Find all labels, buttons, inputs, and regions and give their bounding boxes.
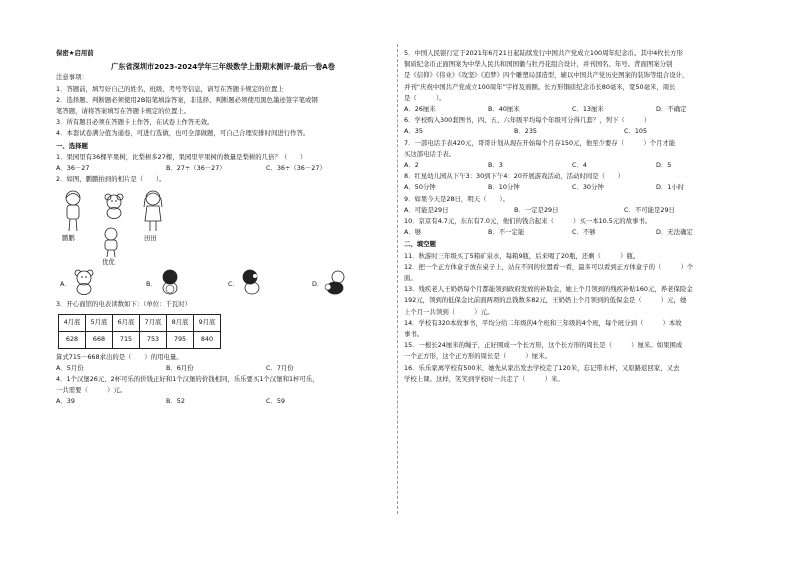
q9-option-a: A．可能是29日 xyxy=(404,205,449,214)
q1-option-c: C．36÷（36－27） xyxy=(266,164,326,173)
q8-option-c: C．30分钟 xyxy=(572,183,604,192)
q2-option-a: A． xyxy=(60,280,71,289)
table-cell: 753 xyxy=(140,331,167,348)
electricity-meter-table xyxy=(58,314,221,349)
table-header-cell: 9月底 xyxy=(194,314,221,331)
question-5-options xyxy=(404,104,746,115)
label-youyou: 优优 xyxy=(102,258,115,267)
question-3: 3．开心面馆的电表读数如下：（单位：千瓦时） xyxy=(56,300,192,309)
table-header-cell: 5月底 xyxy=(86,314,113,331)
q6-option-c: C．105 xyxy=(624,127,648,136)
q5-option-c: C．13厘米 xyxy=(572,105,604,114)
child-youyou-figure xyxy=(96,227,126,257)
q8-option-d: D．1小时 xyxy=(656,183,685,192)
table-cell: 628 xyxy=(59,331,86,348)
question-13-line3: 上个月一共领到（ ）元。 xyxy=(404,307,494,316)
table-cell: 795 xyxy=(167,331,194,348)
q8-option-a: A．50分钟 xyxy=(404,183,436,192)
bear-front-view-icon xyxy=(72,269,96,295)
left-column xyxy=(56,48,390,408)
q10-option-c: C．不够 xyxy=(572,228,596,237)
question-7-line2: 买这部电话手表。 xyxy=(404,149,456,158)
question-7-line1: 7．一部电话手表420元，哥哥计划从现在开始每个月存150元，他至少要存（ ）个月才能 xyxy=(404,138,676,147)
question-15-line2: 一个正方形，这个正方形的周长是（ ）厘米。 xyxy=(404,352,551,361)
question-13-line2: 192元，领到的低保金比前面两项的总钱数多82元，王奶奶上个月领到的低保金是（ ）元，她 xyxy=(404,296,687,305)
question-3-tail: 算式715－668求出的是（ ）的用电量。 xyxy=(56,352,183,361)
right-column xyxy=(404,48,746,385)
note-2: 2．选择题、判断题必须使用2B铅笔填涂答案，非选择、判断题必须使用黑色墨迹签字笔或钢 xyxy=(56,95,318,104)
child-pengpeng-figure xyxy=(60,189,86,233)
q2-option-b: B． xyxy=(146,280,157,289)
question-11: 11．秋游时三年级买了5箱矿泉水，每箱9瓶，后来喝了20瓶，还剩（ ）瓶。 xyxy=(404,251,640,260)
question-10: 10．京京有4.7元，东东有7.0元，他们的钱合起来（ ）买一本10.5元的故事书。 xyxy=(404,217,652,226)
question-2: 2．如图，鹏鹏拍到的相片是（ ）。 xyxy=(56,175,166,184)
q2-option-c: C． xyxy=(228,280,239,289)
child-tiantian-figure xyxy=(140,189,166,233)
table-header-cell: 6月底 xyxy=(113,314,140,331)
question-12-line1: 12．把一个正方体盒子放在桌子上，站在不同的位置看一看，最多可以看到正方体盒子的（ ）个 xyxy=(404,262,694,271)
q8-option-b: B．10分钟 xyxy=(488,183,520,192)
q2-option-d: D． xyxy=(312,280,324,289)
question-3-options xyxy=(56,363,390,374)
question-15-line1: 15．一根长24厘米的绳子，正好围成一个长方形，这个长方形的周长是（ ）厘米。如果围成 xyxy=(404,341,683,350)
teddy-bear-figure xyxy=(102,193,126,219)
q1-option-a: A．36－27 xyxy=(56,164,90,173)
q10-option-a: A．够 xyxy=(404,228,422,237)
question-9-options xyxy=(404,205,746,216)
table-header-cell: 4月底 xyxy=(59,314,86,331)
question-16-line2: 学校上课。这样，笑笑到学校时一共走了（ ）米。 xyxy=(404,374,564,383)
question-1-options xyxy=(56,163,390,174)
label-tiantian: 田田 xyxy=(144,234,157,243)
bear-side-view-alt-icon xyxy=(322,269,348,295)
question-6: 6．学校购入300套图书，四、五、六年级平均每个年级可分得几套？，列下（ ） xyxy=(404,116,651,125)
note-1: 1．答题前，填写好自己的姓名、班级、考号等信息，请写在答题卡规定的位置上 xyxy=(56,84,284,93)
question-2-options xyxy=(56,269,390,299)
question-5-line1: 5．中国人民银行定于2021年6月21日起陆续发行中国共产党成立100周年纪念币。其中4枚长方形 xyxy=(404,49,683,57)
bear-back-view-icon xyxy=(158,269,182,295)
table-cell: 715 xyxy=(113,331,140,348)
table-cell: 668 xyxy=(86,331,113,348)
question-10-options xyxy=(404,227,746,238)
section-fill-heading: 二、填空题 xyxy=(404,240,436,249)
bear-side-view-icon xyxy=(240,269,264,295)
q5-option-b: B．40厘米 xyxy=(488,105,520,114)
question-4-line2: 一共需要（ ）元。 xyxy=(56,386,127,395)
note-3: 3．所有题目必须在答题卡上作答，在试卷上作答无效。 xyxy=(56,118,214,127)
q7-option-c: C．4 xyxy=(572,161,587,170)
q7-option-a: A．2 xyxy=(404,161,419,170)
table-header-cell: 7月底 xyxy=(140,314,167,331)
table-cell: 840 xyxy=(194,331,221,348)
question-5-line4: 并刊“庆祝中国共产党成立100周年”字样及面额。长方形铜质纪念币长80毫米，宽50毫米，周长 xyxy=(404,82,676,91)
q4-option-c: C．59 xyxy=(266,397,285,406)
question-7-options xyxy=(404,160,746,171)
section-choice-heading: 一、选择题 xyxy=(56,141,88,150)
table-row xyxy=(59,331,221,348)
question-8-options xyxy=(404,182,746,193)
q10-option-d: D．无法确定 xyxy=(656,228,693,237)
question-5-line2: 铜质纪念币正面图案为中华人民共和国国徽与牡丹花组合设计，并刊国名、年号。背面图案分别 xyxy=(404,60,673,69)
question-8: 8．红星幼儿园从下午3：30到下午4：20开展游戏活动，活动时间是（ ） xyxy=(404,172,625,181)
q4-option-b: B．52 xyxy=(166,397,185,406)
table-header-row xyxy=(59,314,221,331)
q7-option-d: D．5 xyxy=(656,161,672,170)
exam-title: 广东省深圳市2023-2024学年三年级数学上册期末测评·最后一卷A卷 xyxy=(111,62,335,72)
question-14-line1: 14．学校有320本故事书，平均分给二年级的4个班和三年级的4个班，每个班分到（ ）本故 xyxy=(404,318,682,327)
question-4-options xyxy=(56,396,390,407)
q3-option-a: A．5月份 xyxy=(56,363,84,372)
question-12-line2: 面。 xyxy=(404,274,417,283)
q4-option-a: A．39 xyxy=(56,397,75,406)
question-9: 9．如果今天是28日，明天（ ）。 xyxy=(404,194,509,203)
question-6-options xyxy=(404,126,746,137)
q9-option-b: B．一定是29日 xyxy=(514,205,559,214)
q10-option-b: B．不一定能 xyxy=(488,228,525,237)
secret-mark: 保密★启用前 xyxy=(56,49,94,57)
q9-option-c: C．不可能是29日 xyxy=(624,205,675,214)
q7-option-b: B．3 xyxy=(488,161,503,170)
column-divider xyxy=(397,44,398,514)
question-13-line1: 13．残疾老人王奶奶每个月都能领到政府发放的补助金，她上个月领到的残疾补贴160元，养老保险金 xyxy=(404,285,693,294)
question-14-line2: 事书。 xyxy=(404,330,424,339)
question-2-figure xyxy=(56,187,390,267)
question-5-line5: 是（ ）。 xyxy=(404,93,446,102)
question-5-line3: 是《信仰》《伟业》《攻坚》《追梦》四个雕塑局部造型，辅以中国共产党历史图案的装饰等组合设计， xyxy=(404,71,689,80)
note-4: 4．本套试卷满分值为通卷，可进行选做，也可全部做题，可自己合理安排时间进行作答。 xyxy=(56,129,310,138)
q1-option-b: B．27÷（36－27） xyxy=(166,164,226,173)
q6-option-a: A．35 xyxy=(404,127,423,136)
notes-heading: 注意事项： xyxy=(56,73,88,82)
q3-option-c: C．7月份 xyxy=(266,363,294,372)
question-4-line1: 4．1个汉堡26元，2杯可乐的价钱正好和1个汉堡的价钱相同，乐乐要买1个汉堡和1杯可乐， xyxy=(56,375,319,384)
question-16-line1: 16．乐乐家离学校有500米，她先从家出发去学校走了120米，忘记带水杯，又原路返回家，又去 xyxy=(404,363,680,372)
q5-option-a: A．26厘米 xyxy=(404,105,436,114)
table-header-cell: 8月底 xyxy=(167,314,194,331)
question-1: 1．果园里有36棵苹果树，比梨树多27棵，果园里苹果树的数量是梨树的几倍？（ ） xyxy=(56,152,307,161)
label-pengpeng: 鹏鹏 xyxy=(62,234,75,243)
q3-option-b: B．6月份 xyxy=(166,363,194,372)
note-2-cont: 笔答题，请将答案填写在答题卡规定的位置上。 xyxy=(56,107,191,116)
q5-option-d: D．不确定 xyxy=(656,105,687,114)
q6-option-b: B．235 xyxy=(514,127,537,136)
